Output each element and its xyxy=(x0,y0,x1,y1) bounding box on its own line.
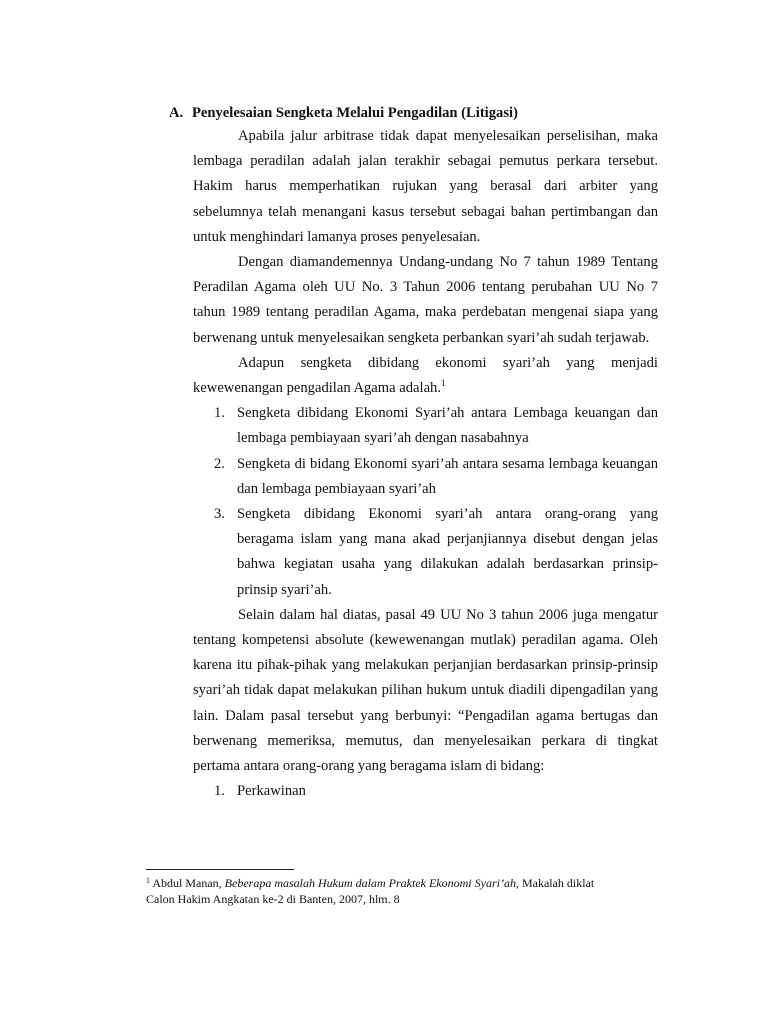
list-item-number: 1. xyxy=(214,405,225,422)
list-item xyxy=(192,401,658,451)
list-item-number: 2. xyxy=(214,455,225,472)
list-item xyxy=(192,502,658,603)
list-item-text: Sengketa dibidang Ekonomi syari’ah antara orang-orang yang beragama islam yang mana akad perjanjiannya disebut dengan jelas bahwa kegiatan usaha yang dilakukan adalah berdasarkan prinsip-prinsip syari’ah. xyxy=(237,506,658,598)
list-item-number: 1. xyxy=(214,783,225,800)
paragraph-arbitrase: Apabila jalur arbitrase tidak dapat menyelesaikan perselisihan, maka lembaga peradilan adalah jalan terakhir sebagai pemutus perkara tersebut. Hakim harus memperhatikan rujukan yang berasal dari arbiter yang sebelumnya telah menangani kasus tersebut sebagai bahan pertimbangan dan untuk menghindari lamanya proses penyelesaian. xyxy=(193,128,658,245)
list-item-text: Sengketa dibidang Ekonomi Syari’ah antara Lembaga keuangan dan lembaga pembiayaan syari’ah dengan nasabahnya xyxy=(237,405,658,447)
footnote-reference[interactable]: 1 xyxy=(441,378,446,389)
section-title: Penyelesaian Sengketa Melalui Pengadilan (Litigasi) xyxy=(192,105,518,121)
footnote-divider xyxy=(146,869,294,870)
footnote xyxy=(146,875,646,907)
footnote-number: 1 xyxy=(146,876,150,885)
paragraph-kewenangan xyxy=(193,351,658,401)
list-item-number: 3. xyxy=(214,506,225,523)
footnote-line-1 xyxy=(146,875,646,891)
list-item-text: Sengketa di bidang Ekonomi syari’ah antara sesama lembaga keuangan dan lembaga pembiayaan syari’ah xyxy=(237,455,658,497)
paragraph-kewenangan-text: Adapun sengketa dibidang ekonomi syari’ah yang menjadi kewewenangan pengadilan Agama adalah. xyxy=(193,354,658,397)
bidang-list xyxy=(193,779,658,804)
footnote-book-title: Beberapa masalah Hukum dalam Praktek Ekonomi Syari’ah xyxy=(224,876,516,890)
document-body xyxy=(193,124,658,804)
list-item xyxy=(192,779,658,804)
footnote-author: Abdul Manan, xyxy=(150,876,225,890)
sengketa-list xyxy=(193,401,658,603)
section-heading xyxy=(169,103,669,123)
section-letter: A. xyxy=(169,105,184,121)
footnote-line-2: Calon Hakim Angkatan ke-2 di Banten, 2007, hlm. 8 xyxy=(146,892,400,906)
paragraph-kompetensi: Selain dalam hal diatas, pasal 49 UU No 3 tahun 2006 juga mengatur tentang kompetensi absolute (kewewenangan mutlak) peradilan agama. Oleh karena itu pihak-pihak yang melakukan perjanjian berdasarkan prinsip-prinsip syari’ah tidak dapat melakukan pilihan hukum untuk diadili dipengadilan yang lain. Dalam pasal tersebut yang berbunyi: “Pengadilan agama bertugas dan berwenang memeriksa, memutus, dan menyelesaikan perkara di tingkat pertama antara orang-orang yang beragama islam di bidang: xyxy=(193,606,658,775)
list-item xyxy=(192,452,658,502)
paragraph-amandemen: Dengan diamandemennya Undang-undang No 7 tahun 1989 Tentang Peradilan Agama oleh UU No. 3 Tahun 2006 tentang perubahan UU No 7 tahun 1989 tentang peradilan Agama, maka perdebatan mengenai siapa yang berwenang untuk menyelesaikan sengketa perbankan syari’ah sudah terjawab. xyxy=(193,254,658,346)
footnote-source: , Makalah diklat xyxy=(515,876,595,890)
list-item-text: Perkawinan xyxy=(237,783,306,800)
